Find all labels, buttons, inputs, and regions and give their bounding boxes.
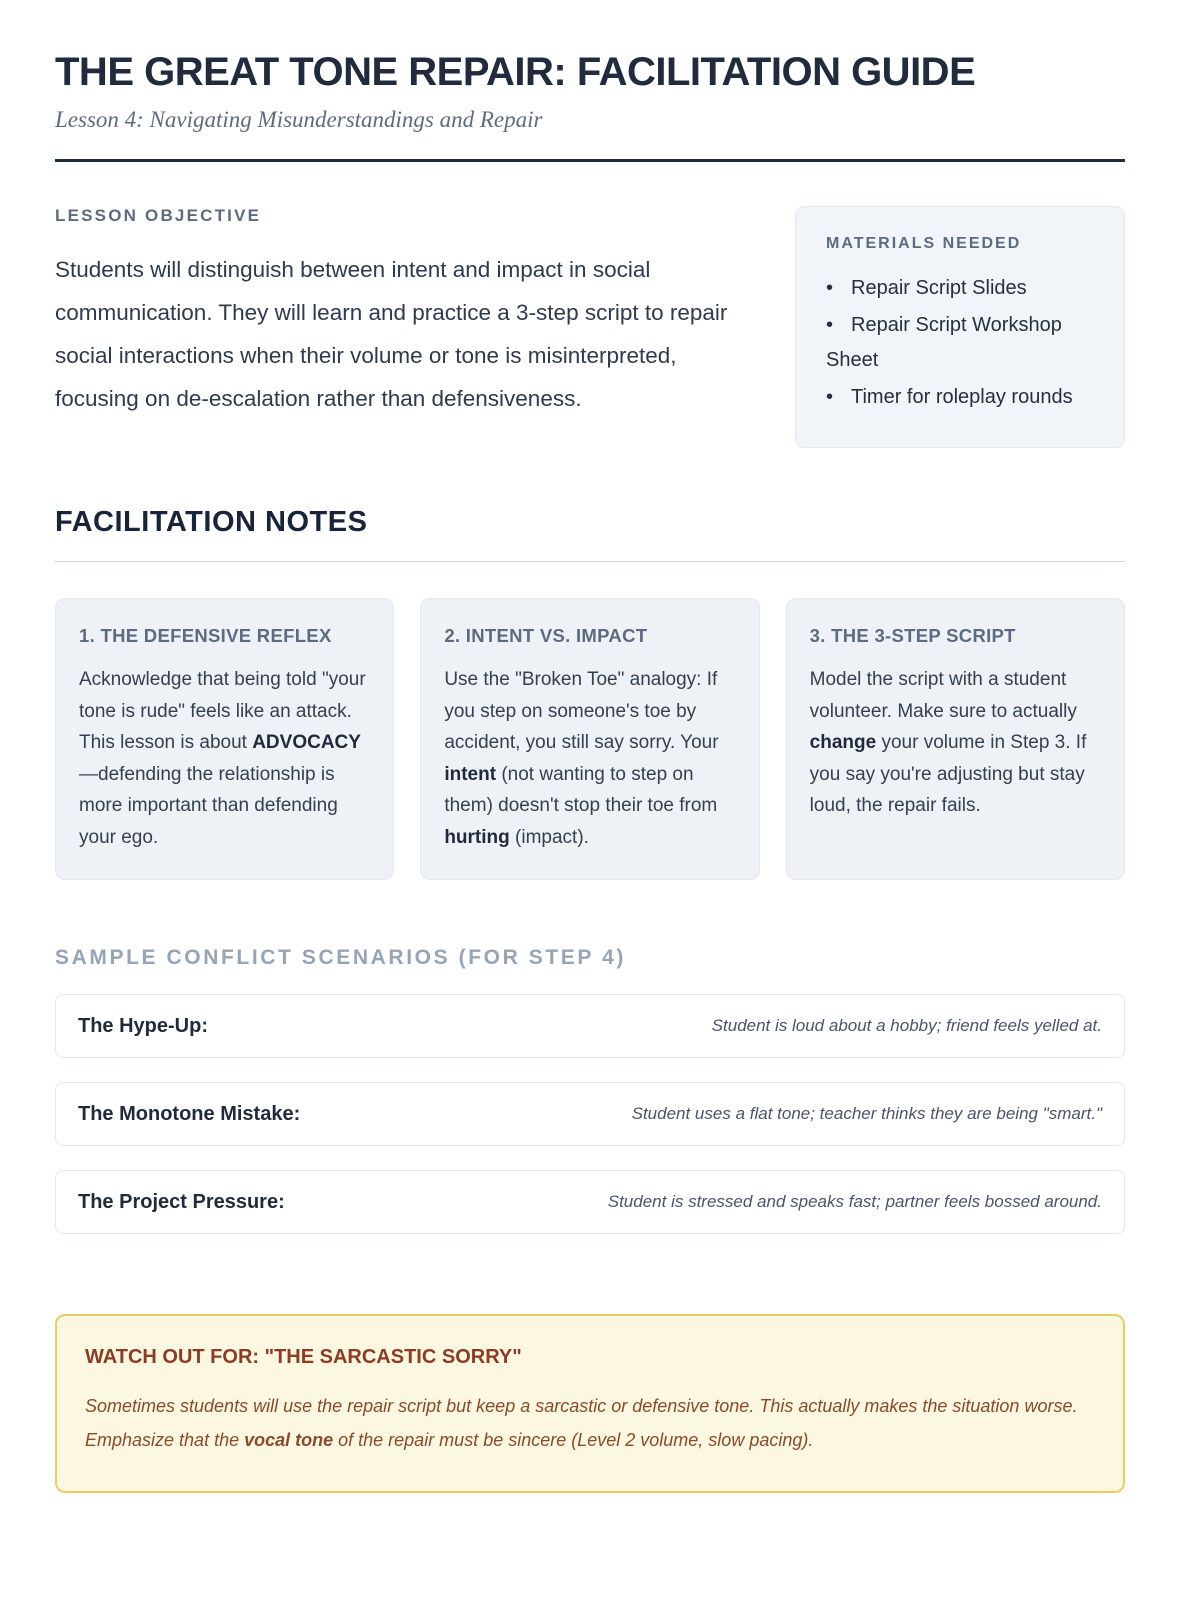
body-text: Use the "Broken Toe" analogy: If you step on someone's toe by accident, you still say sorry. Your — [444, 669, 719, 753]
materials-item-label: Repair Script Workshop Sheet — [826, 314, 1062, 371]
note-card-3-step-script — [786, 598, 1125, 880]
body-text-bold: intent — [444, 763, 497, 785]
materials-item — [826, 380, 1094, 415]
materials-item-label: Repair Script Slides — [851, 277, 1027, 299]
scenario-label: The Monotone Mistake: — [78, 1102, 301, 1125]
materials-list — [826, 271, 1094, 415]
header-divider — [55, 159, 1125, 162]
materials-item — [826, 308, 1094, 378]
body-text: Acknowledge that being told "your tone is rude" feels like an attack. This lesson is about — [79, 669, 366, 753]
note-card-title: 1. THE DEFENSIVE REFLEX — [79, 625, 332, 646]
page-title: THE GREAT TONE REPAIR: FACILITATION GUIDE — [55, 50, 976, 94]
note-card-body — [444, 664, 735, 853]
note-card-intent-vs-impact — [420, 598, 759, 880]
materials-item-label: Timer for roleplay rounds — [851, 386, 1073, 408]
body-text-bold: change — [809, 732, 877, 753]
scenario-row-project-pressure — [55, 1170, 1125, 1234]
bullet-icon: • — [826, 277, 834, 299]
scenario-description: Student uses a flat tone; teacher thinks they are being "smart." — [631, 1104, 1102, 1123]
objective-section — [55, 206, 1125, 448]
scenario-description: Student is loud about a hobby; friend feels yelled at. — [711, 1016, 1102, 1035]
scenario-row-monotone-mistake — [55, 1082, 1125, 1146]
body-text: (impact). — [509, 826, 589, 848]
bullet-icon: • — [826, 386, 834, 408]
body-text: Sometimes students will use the repair script but keep a sarcastic or defensive tone. This actually makes the situation worse. Emphasize that the — [85, 1396, 1078, 1450]
body-text: (not wanting to step on them) doesn't stop their toe from — [444, 763, 718, 816]
scenario-row-hype-up — [55, 994, 1125, 1058]
scenario-description: Student is stressed and speaks fast; partner feels bossed around. — [607, 1192, 1102, 1211]
facilitation-cards — [55, 598, 1125, 880]
bullet-icon: • — [826, 314, 834, 336]
lesson-objective-label: LESSON OBJECTIVE — [55, 206, 262, 225]
body-text: —defending the relationship is more important than defending your ego. — [79, 763, 338, 848]
note-card-defensive-reflex — [55, 598, 394, 880]
note-card-title: 2. INTENT VS. IMPACT — [444, 625, 648, 646]
note-card-body — [810, 664, 1101, 822]
body-text: of the repair must be sincere (Level 2 volume, slow pacing). — [333, 1430, 814, 1450]
warning-title: WATCH OUT FOR: "THE SARCASTIC SORRY" — [85, 1346, 522, 1368]
warning-body — [85, 1389, 1095, 1457]
materials-item — [826, 271, 1094, 306]
page-subtitle: Lesson 4: Navigating Misunderstandings and Repair — [55, 107, 543, 132]
materials-needed-box — [795, 206, 1125, 448]
sample-scenarios-heading: SAMPLE CONFLICT SCENARIOS (FOR STEP 4) — [55, 946, 626, 969]
body-text-bold: hurting — [444, 826, 510, 848]
body-text-bold: vocal tone — [244, 1430, 334, 1450]
body-text: your volume in Step 3. If you say you're adjusting but stay loud, the repair fails. — [809, 732, 1087, 816]
lesson-objective — [55, 206, 757, 448]
scenario-label: The Hype-Up: — [78, 1014, 208, 1037]
body-text: Model the script with a student volunteer. Make sure to actually — [809, 669, 1077, 722]
lesson-objective-text: Students will distinguish between intent and impact in social communication. They will learn and practice a 3-step script to repair social interactions when their volume or tone is misinterpreted, focusing on de-escalation rather than defensiveness. — [55, 257, 728, 411]
note-card-body — [79, 664, 370, 853]
note-card-title: 3. THE 3-STEP SCRIPT — [809, 625, 1016, 646]
materials-needed-label: MATERIALS NEEDED — [826, 235, 1022, 252]
warning-callout — [55, 1314, 1125, 1493]
body-text-bold: ADVOCACY — [252, 732, 361, 753]
scenario-label: The Project Pressure: — [78, 1190, 285, 1213]
section-divider — [55, 561, 1125, 562]
facilitation-notes-heading: FACILITATION NOTES — [55, 506, 368, 538]
